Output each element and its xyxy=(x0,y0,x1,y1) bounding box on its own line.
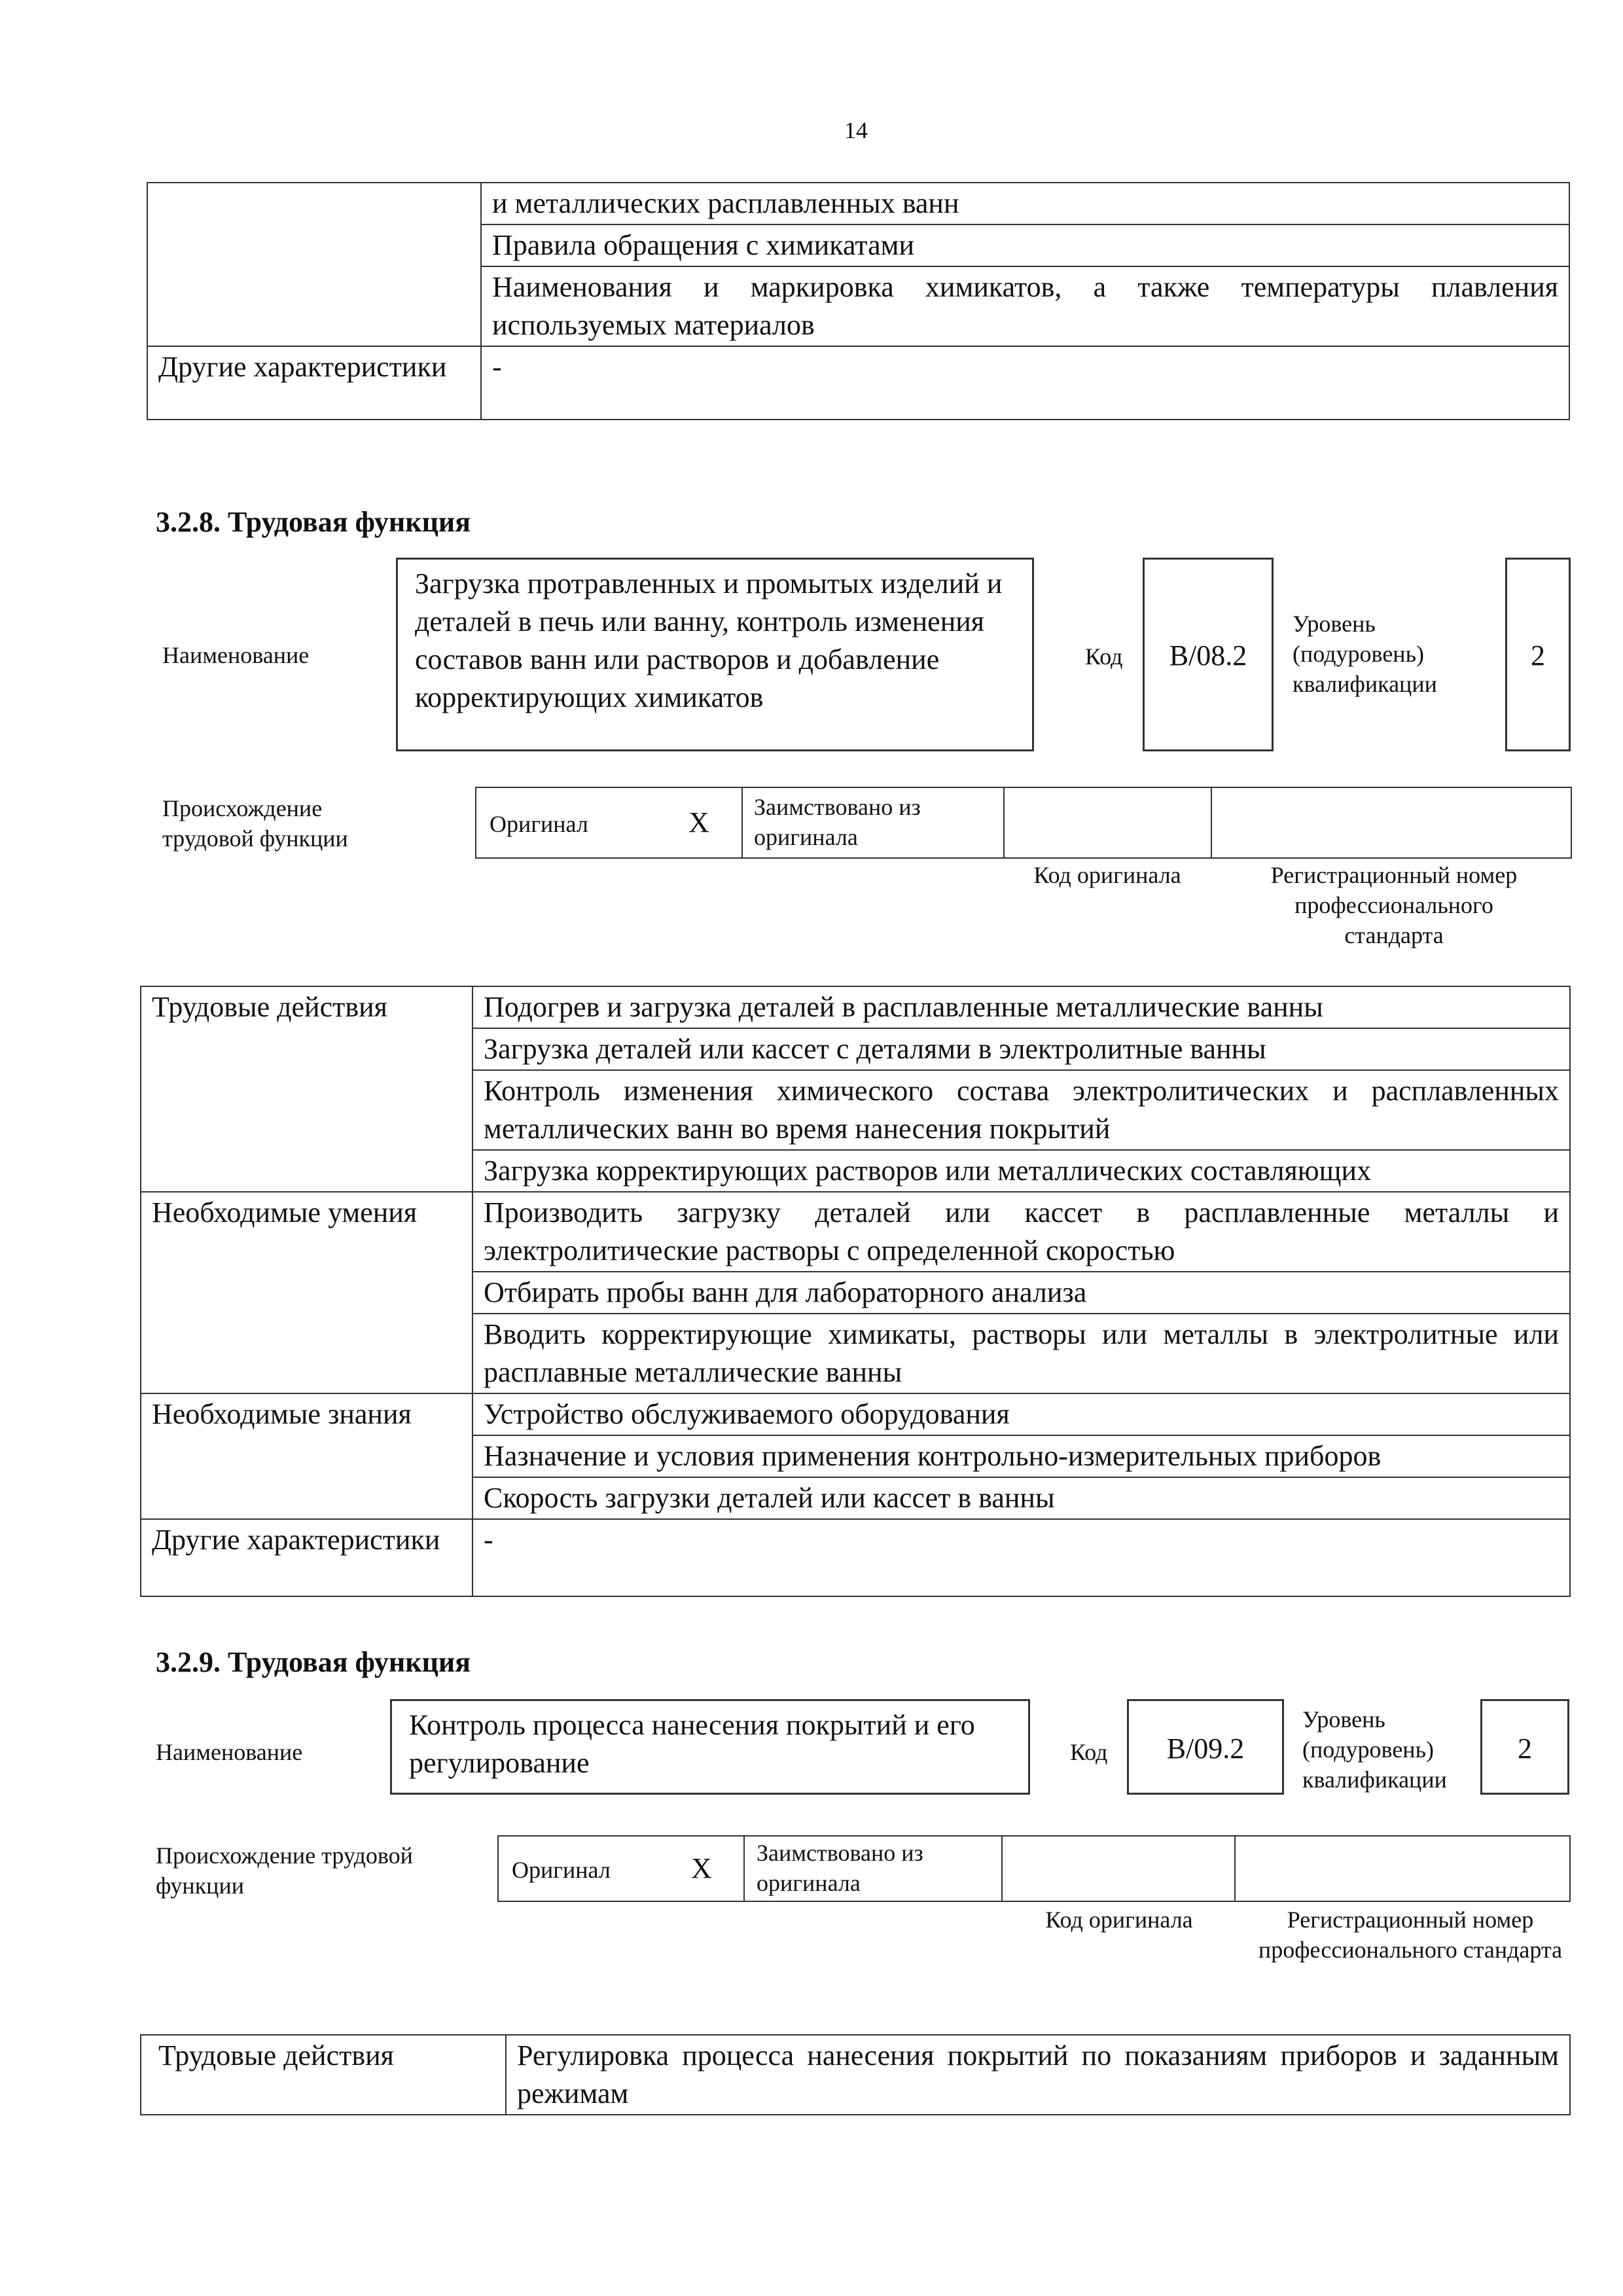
top-continuation-table xyxy=(147,182,1570,420)
row-label: Трудовые действия xyxy=(141,2035,506,2115)
table-cell: Отбирать пробы ванн для лабораторного анализа xyxy=(473,1272,1570,1314)
table-cell: Устройство обслуживаемого оборудования xyxy=(473,1393,1570,1435)
code-value-box xyxy=(1143,558,1274,751)
divider xyxy=(1003,787,1005,859)
code-label: Код xyxy=(1070,1739,1108,1765)
table-row xyxy=(141,1393,1570,1435)
table-cell: Наименования и маркировка химикатов, а также температуры плавления используемых материалов xyxy=(481,266,1569,346)
origin-box xyxy=(497,1835,1571,1902)
name-value-box xyxy=(396,558,1034,751)
original-label: Оригинал xyxy=(490,811,588,837)
code-value: B/08.2 xyxy=(1169,639,1247,672)
table-cell: Назначение и условия применения контрольно-измерительных приборов xyxy=(473,1435,1570,1477)
row-label: Необходимые знания xyxy=(141,1393,473,1519)
table-cell: Загрузка корректирующих растворов или металлических составляющих xyxy=(473,1150,1570,1192)
table-cell: - xyxy=(473,1519,1570,1596)
labor-function-table xyxy=(140,2034,1571,2115)
table-row xyxy=(141,2035,1570,2115)
table-cell: Загрузка деталей или кассет с деталями в электролитные ванны xyxy=(473,1028,1570,1070)
name-value: Контроль процесса нанесения покрытий и его регулирование xyxy=(409,1709,975,1779)
row-label: Трудовые действия xyxy=(141,986,473,1192)
table-cell: Контроль изменения химического состава электролитических и расплавленных металлических ванн во время нанесения покрытий xyxy=(473,1070,1570,1150)
page-number: 14 xyxy=(844,117,868,143)
table-row xyxy=(147,183,1569,224)
section-title: 3.2.9. Трудовая функция xyxy=(156,1646,471,1678)
original-mark: X xyxy=(691,1852,712,1884)
empty-label-cell xyxy=(147,183,481,346)
table-row xyxy=(141,1192,1570,1272)
level-value-box xyxy=(1505,558,1571,751)
table-cell: Подогрев и загрузка деталей в расплавленные металлические ванны xyxy=(473,986,1570,1028)
origin-box xyxy=(475,787,1572,859)
name-label: Наименование xyxy=(162,642,310,668)
table-cell: и металлических расплавленных ванн xyxy=(481,183,1569,224)
borrowed-label: Заимствовано из оригинала xyxy=(754,794,921,850)
reg-number-caption: Регистрационный номер профессионального стандарта xyxy=(1270,862,1518,948)
table-cell: Скорость загрузки деталей или кассет в ванны xyxy=(473,1477,1570,1519)
level-label: Уровень (подуровень) квалификации xyxy=(1302,1706,1447,1793)
code-value: B/09.2 xyxy=(1166,1732,1245,1765)
original-mark: X xyxy=(688,806,709,838)
table-cell: Регулировка процесса нанесения покрытий по показаниям приборов и заданным режимам xyxy=(506,2035,1570,2115)
section-title: 3.2.8. Трудовая функция xyxy=(156,506,471,538)
divider xyxy=(741,787,743,859)
table-cell: Правила обращения с химикатами xyxy=(481,224,1569,266)
name-label: Наименование xyxy=(156,1739,303,1765)
code-label: Код xyxy=(1085,643,1123,670)
original-label: Оригинал xyxy=(512,1857,611,1883)
borrowed-label: Заимствовано из оригинала xyxy=(757,1840,923,1896)
level-value: 2 xyxy=(1518,1732,1532,1765)
name-value-box xyxy=(390,1699,1030,1795)
table-row xyxy=(141,1519,1570,1596)
divider xyxy=(1001,1835,1003,1902)
code-original-caption: Код оригинала xyxy=(1045,1907,1193,1933)
table-cell: - xyxy=(481,346,1569,420)
divider xyxy=(1234,1835,1236,1902)
table-cell: Вводить корректирующие химикаты, растворы или металлы в электролитные или расплавные металлические ванны xyxy=(473,1314,1570,1393)
code-value-box xyxy=(1127,1699,1284,1795)
origin-label: Происхождение трудовой функции xyxy=(156,1842,413,1899)
table-row xyxy=(147,346,1569,420)
name-value: Загрузка протравленных и промытых изделий и деталей в печь или ванну, контроль изменения составов ванн или растворов и добавление корректирующих химикатов xyxy=(415,567,1003,713)
row-label: Другие характеристики xyxy=(147,346,481,420)
divider xyxy=(743,1835,745,1902)
origin-label: Происхождение трудовой функции xyxy=(162,795,348,852)
level-value: 2 xyxy=(1531,639,1545,672)
divider xyxy=(1211,787,1212,859)
level-value-box xyxy=(1480,1699,1569,1795)
row-label: Другие характеристики xyxy=(141,1519,473,1596)
labor-function-table xyxy=(140,986,1571,1597)
table-row xyxy=(141,986,1570,1028)
table-cell: Производить загрузку деталей или кассет в расплавленные металлы и электролитические растворы с определенной скоростью xyxy=(473,1192,1570,1272)
code-original-caption: Код оригинала xyxy=(1033,862,1181,888)
row-label: Необходимые умения xyxy=(141,1192,473,1393)
reg-number-caption: Регистрационный номер профессионального стандарта xyxy=(1258,1907,1563,1963)
level-label: Уровень (подуровень) квалификации xyxy=(1293,611,1437,697)
